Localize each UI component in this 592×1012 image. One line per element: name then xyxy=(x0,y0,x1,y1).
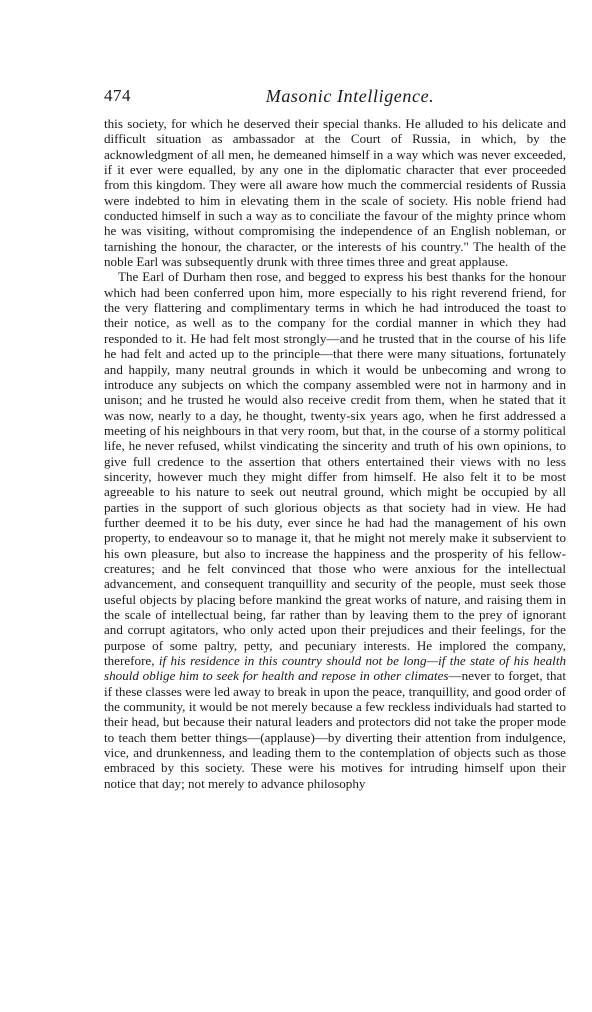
text-segment: —never to forget, that if these classes were led away to break in upon the peace, tranquillity, and good order of the community, it would be not merely because a few reckless individuals had started to their head, but because their natural leaders and protectors did not take the proper mode to teach them better things—(applause)—by diverting their attention from indulgence, vice, and drunkenness, and leading them to the contemplation of objects such as those embraced by this society. These were his motives for intruding himself upon their notice that day; not merely to advance philosophy xyxy=(104,668,566,791)
running-title: Masonic Intelligence. xyxy=(265,86,435,106)
running-head xyxy=(104,86,566,110)
text-segment: The Earl of Durham then rose, and begged to express his best thanks for the honour which had been conferred upon him, more especially to his right reverend friend, for the very flattering and complimentary terms in which he had introduced the toast to their notice, as well as to the company for the cordial manner in which they had responded to it. He had felt most strongly—and he trusted that in the course of his life he had felt and acted up to the principle—that there were many situations, fortunately and happily, many neutral grounds in which it would be unbecoming and wrong to introduce any subjects on which the company assembled were not in harmony and in unison; and he trusted he would also receive credit from them, when he stated that it was now, nearly to a day, he thought, twenty-six years ago, when he first addressed a meeting of his neighbours in that very room, but that, in the course of a stormy political life, he never refused, whilst vindicating the sincerity and truth of his own opinions, to give full credence to the assertion that others entertained their views with no less sincerity, however much they might differ from himself. He also felt it to be most agreeable to his nature to seek out neutral ground, which might be occupied by all parties in the support of such glorious objects as that society had in view. He had further deemed it to be his duty, ever since he had had the management of his own property, to endeavour so to manage it, that he might not merely make it subservient to his own pleasure, but also to increase the happiness and the prosperity of his fellow-creatures; and he felt convinced that those who were anxious for the intellectual advancement, and consequent tranquillity and security of the people, must seek those useful objects by placing before mankind the great works of nature, and raising them in the scale of intellectual being, far rather than by leaving them to the prey of ignorant and corrupt agitators, who only acted upon their prejudices and their feelings, for the purpose of some paltry, petty, and pecuniary interests. He implored the company, therefore, xyxy=(104,269,566,669)
page-number: 474 xyxy=(104,86,131,105)
paragraph-continuation xyxy=(104,116,566,269)
book-page xyxy=(104,86,566,791)
text-segment: this society, for which he deserved their special thanks. He alluded to his delicate and difficult situation as ambassador at the Court of Russia, in which, by the acknowledgment of all men, he demeaned himself in a way which was never exceeded, if it ever were equalled, by any one in the diplomatic character that ever proceeded from this kingdom. They were all aware how much the commercial residents of Russia were indebted to him in elevating them in the scale of society. His noble friend had conducted himself in such a way as to conciliate the favour of the mighty prince whom he was visiting, without compromising the independence of an English nobleman, or tarnishing the honour, the character, or the interests of his country." The health of the noble Earl was subsequently drunk with three times three and great applause. xyxy=(104,116,566,270)
body-text xyxy=(104,116,566,791)
paragraph-earl-of-durham xyxy=(104,269,566,791)
italic-text-segment: if his residence in this country should not be long—if the state of his health should oblige him to seek for health and repose in other climates xyxy=(104,653,566,684)
